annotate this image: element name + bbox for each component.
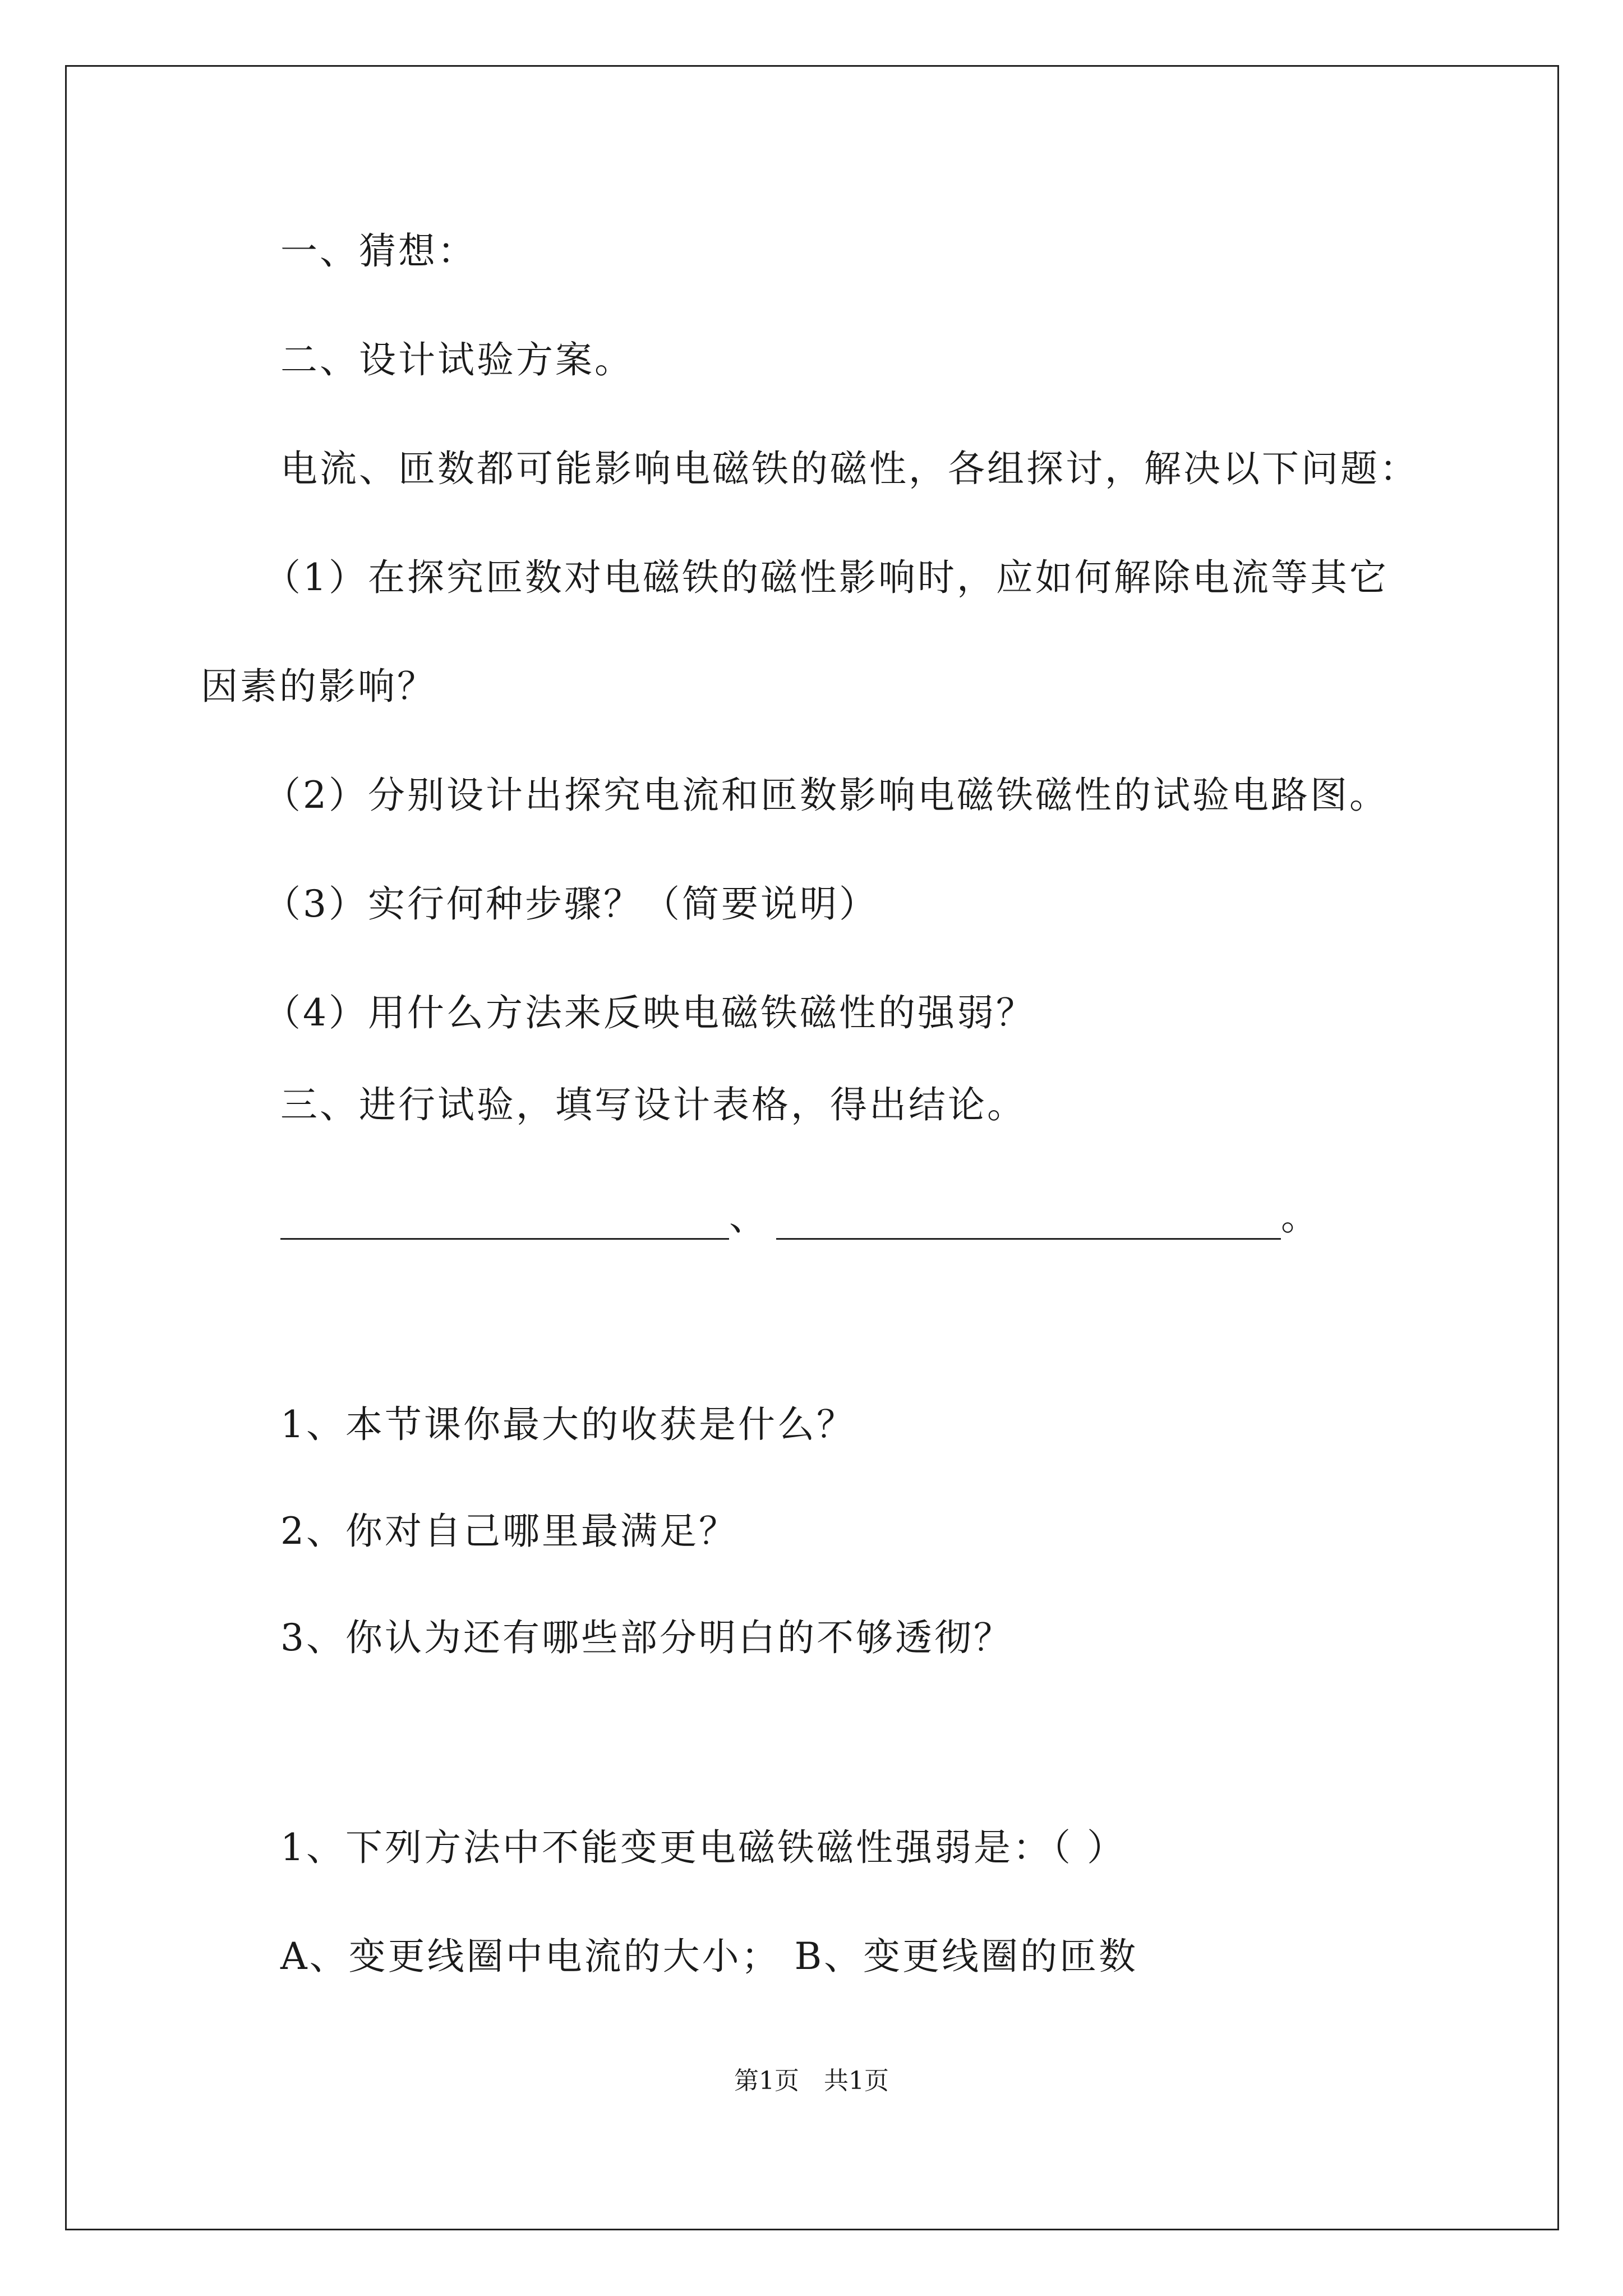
- question-intro: 电流、匝数都可能影响电磁铁的磁性，各组探讨，解决以下问题：: [280, 447, 1419, 490]
- question-1-line-1: （1）在探究匝数对电磁铁的磁性影响时，应如何解除电流等其它: [264, 556, 1389, 599]
- blank-line-1[interactable]: [280, 1203, 729, 1240]
- page-border: [65, 65, 1559, 2230]
- page-footer: 第1页 共1页: [734, 2067, 889, 2095]
- reflection-item-1: 1、本节课你最大的收获是什么？: [280, 1403, 856, 1446]
- exercise-question: 1、下列方法中不能变更电磁铁磁性强弱是：（ ）: [280, 1826, 1126, 1869]
- blank-end-mark: 。: [1281, 1195, 1320, 1239]
- experiment-heading: 三、进行试验，填写设计表格，得出结论。: [280, 1083, 1026, 1126]
- blank-line-2[interactable]: [776, 1203, 1281, 1240]
- question-4: （4）用什么方法来反映电磁铁磁性的强弱？: [264, 991, 1035, 1034]
- conclusion-fill-blank: [280, 1195, 1320, 1240]
- question-2: （2）分别设计出探究电流和匝数影响电磁铁磁性的试验电路图。: [264, 774, 1389, 817]
- question-3: （3）实行何种步骤？（简要说明）: [264, 882, 878, 926]
- design-heading: 二、设计试验方案。: [280, 338, 634, 381]
- exercise-options: A、变更线圈中电流的大小； B、变更线圈的匝数: [280, 1935, 1138, 1978]
- question-1-line-2: 因素的影响？: [201, 665, 436, 708]
- reflection-item-2: 2、你对自己哪里最满足？: [280, 1510, 738, 1553]
- blank-separator: 、: [729, 1195, 768, 1239]
- reflection-item-3: 3、你认为还有哪些部分明白的不够透彻？: [280, 1616, 1013, 1659]
- guess-heading: 一、猜想：: [280, 229, 477, 273]
